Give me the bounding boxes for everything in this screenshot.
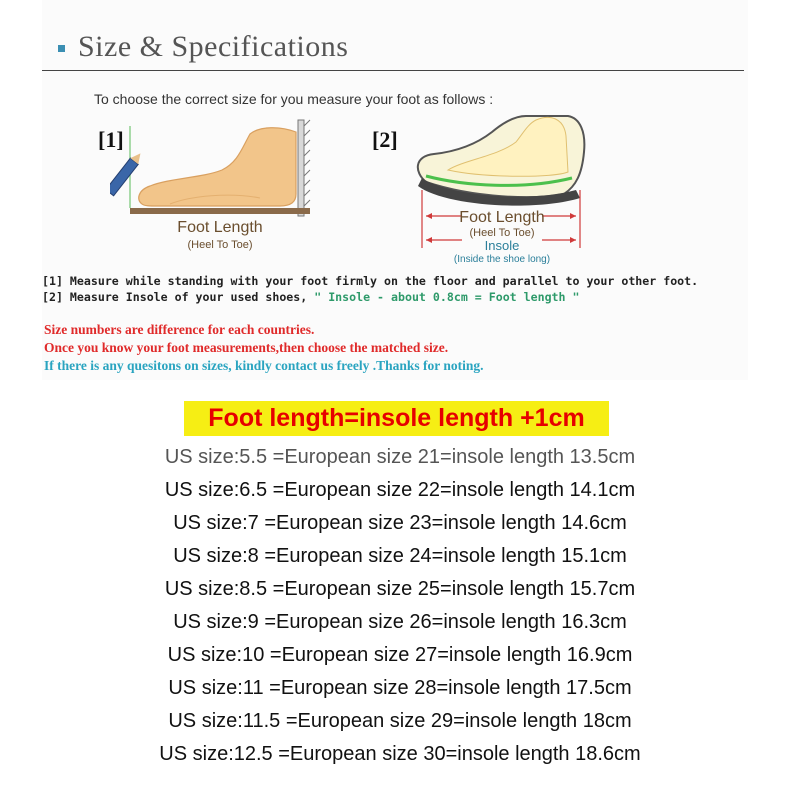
section-header xyxy=(42,28,744,71)
warning-line-3: If there is any quesitons on sizes, kindly contact us freely .Thanks for noting. xyxy=(44,358,484,373)
size-row: US size:5.5 =European size 21=insole length 13.5cm xyxy=(164,446,636,468)
section-title: Size & Specifications xyxy=(78,30,349,63)
formula-banner: Foot length=insole length +1cm xyxy=(184,401,609,436)
note-line-2-highlight: " Insole - about 0.8cm = Foot length " xyxy=(314,290,580,304)
note-line-2 xyxy=(42,290,579,304)
size-spec-panel xyxy=(42,0,748,380)
note-line-2-prefix: [2] Measure Insole of your used shoes, xyxy=(42,290,315,304)
figure-1-sublabel: (Heel To Toe) xyxy=(187,239,253,251)
figure-2-insole-label: Insole xyxy=(484,238,520,253)
intro-text: To choose the correct size for you measure your foot as follows : xyxy=(94,91,494,107)
shoe-insole-illustration xyxy=(404,112,594,264)
size-row: US size:8 =European size 24=insole length 15.1cm xyxy=(173,545,627,567)
figure-2-label: Foot Length xyxy=(459,209,545,226)
size-row: US size:8.5 =European size 25=insole length 15.7cm xyxy=(164,578,636,600)
note-line-1: [1] Measure while standing with your foot firmly on the floor and parallel to your other foot. xyxy=(42,274,699,288)
size-row: US size:7 =European size 23=insole length 14.6cm xyxy=(173,512,627,534)
size-row: US size:10 =European size 27=insole length 16.9cm xyxy=(167,644,633,666)
square-bullet-icon xyxy=(58,45,65,52)
warning-line-1: Size numbers are difference for each countries. xyxy=(44,322,315,337)
size-row: US size:11.5 =European size 29=insole length 18cm xyxy=(168,710,632,732)
size-row: US size:11 =European size 28=insole length 17.5cm xyxy=(168,677,632,699)
pencil-icon xyxy=(110,150,144,196)
figure-2-insole-sublabel: (Inside the shoe long) xyxy=(453,254,551,264)
figure-2-sublabel: (Heel To Toe) xyxy=(469,227,535,239)
size-row: US size:9 =European size 26=insole length 16.3cm xyxy=(173,611,627,633)
figure-2-number: [2] xyxy=(372,127,398,152)
foot-measure-illustration xyxy=(110,112,316,260)
figure-1-label: Foot Length xyxy=(177,219,263,236)
figure-1-number: [1] xyxy=(98,127,124,152)
size-row: US size:6.5 =European size 22=insole length 14.1cm xyxy=(164,479,636,501)
warning-line-2: Once you know your foot measurements,then choose the matched size. xyxy=(44,340,449,355)
size-row: US size:12.5 =European size 30=insole length 18.6cm xyxy=(159,743,641,765)
